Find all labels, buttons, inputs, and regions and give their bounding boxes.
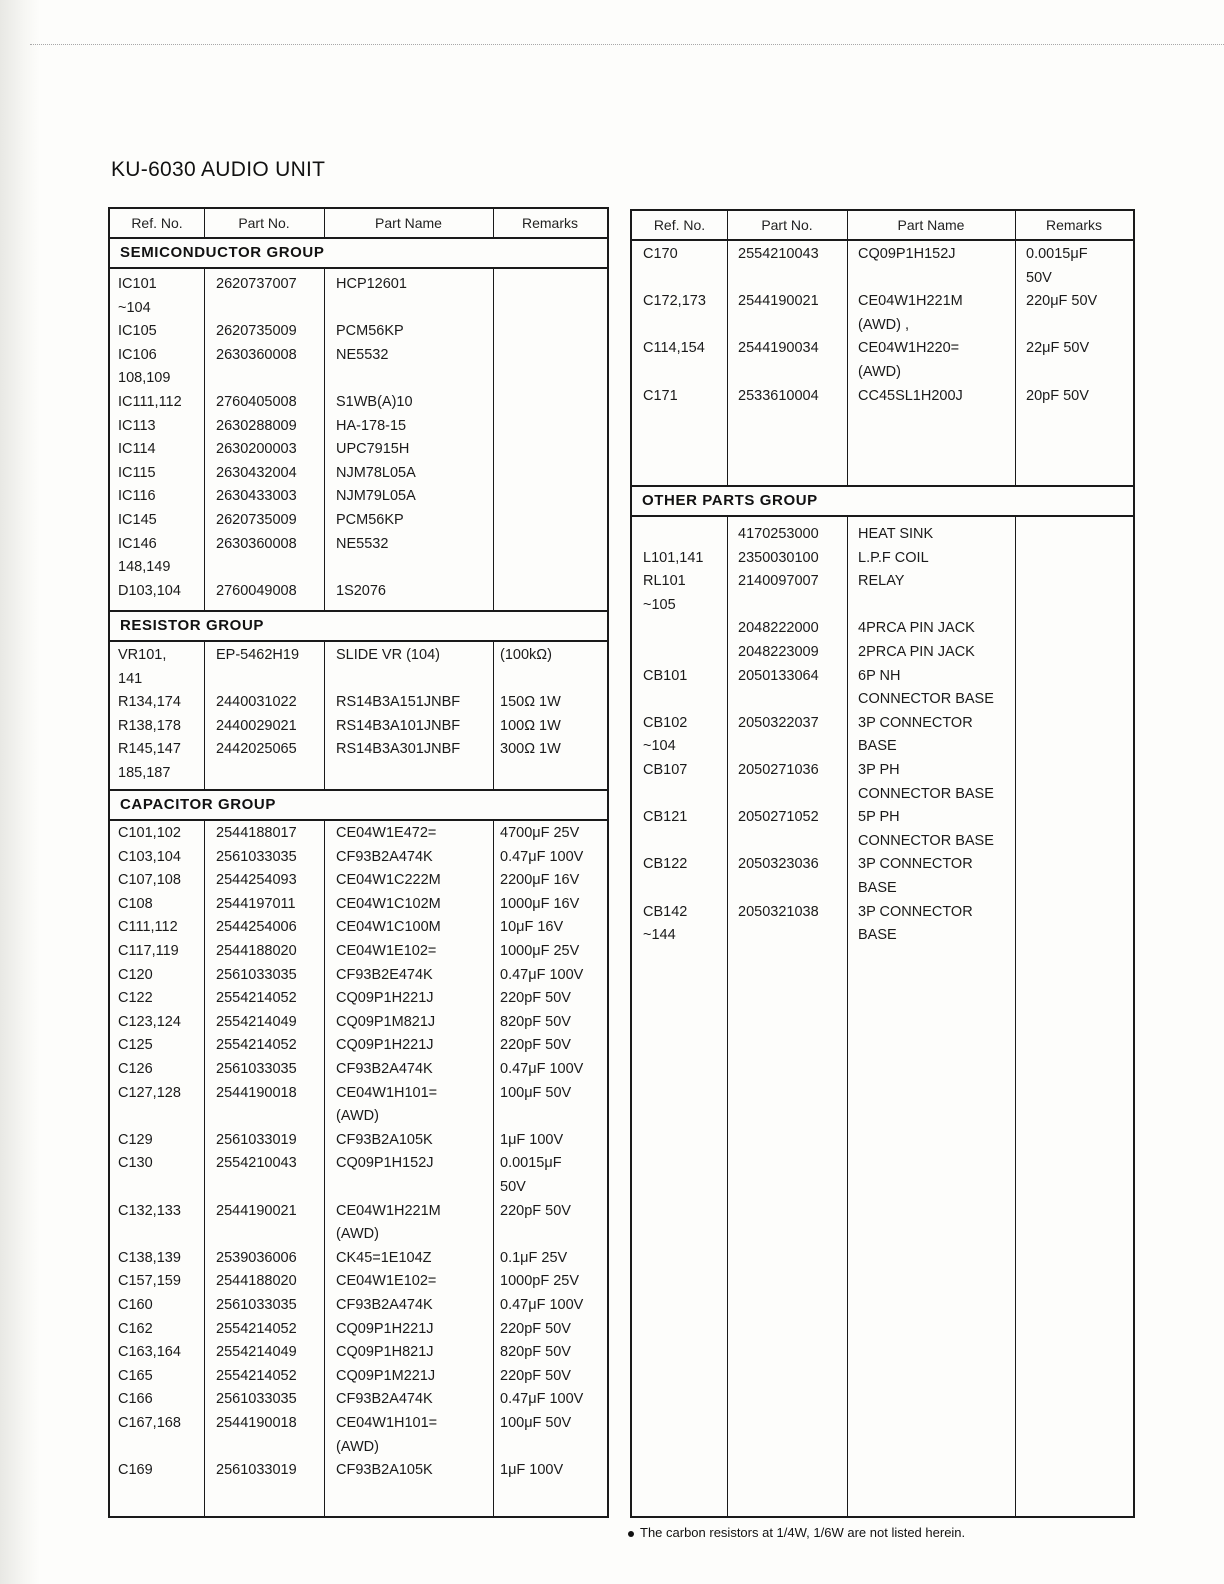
cell-remarks: 50V xyxy=(1026,269,1052,286)
cell-partno: 2050323036 xyxy=(738,856,819,873)
column-header: Remarks xyxy=(521,215,578,231)
cell-partno: 2554210043 xyxy=(738,246,819,262)
cell-partno: EP-5462H19 xyxy=(216,647,300,663)
cell-ref: C126 xyxy=(118,1061,153,1077)
cell-partno: 2554214052 xyxy=(216,1037,297,1054)
cell-partno: 2760049008 xyxy=(216,582,297,599)
cell-partname: 1S2076 xyxy=(336,582,386,599)
cell-partno: 2544197011 xyxy=(216,895,296,912)
cell-remarks: 0.47μF 100V xyxy=(500,966,584,983)
group-label: OTHER PARTS GROUP xyxy=(642,492,818,509)
cell-ref: C103,104 xyxy=(118,848,181,865)
cell-partname: NE5532 xyxy=(336,535,389,552)
cell-remarks: 1μF 100V xyxy=(500,1131,564,1148)
section-rule xyxy=(632,515,1133,517)
cell-ref: C132,133 xyxy=(118,1202,181,1219)
parts-table-right xyxy=(630,209,1135,1518)
column-header: Remarks xyxy=(1045,217,1102,233)
cell-remarks: 0.47μF 100V xyxy=(500,1391,584,1408)
cell-partname: HEAT SINK xyxy=(858,526,934,542)
cell-ref: C170 xyxy=(643,246,678,262)
cell-ref: CB107 xyxy=(643,762,688,778)
cell-partno: 2554214052 xyxy=(216,990,297,1007)
cell-partname: CE04W1E472= xyxy=(336,825,437,841)
cell-partname: CE04W1H101= xyxy=(336,1084,438,1101)
cell-partname: (AWD) xyxy=(336,1226,379,1243)
cell-ref: C166 xyxy=(118,1391,153,1408)
cell-partno: 2440029021 xyxy=(216,717,297,734)
cell-remarks: 0.47μF 100V xyxy=(500,1061,584,1077)
cell-remarks: 10μF 16V xyxy=(500,919,564,936)
cell-partno: 2050133064 xyxy=(738,667,819,684)
cell-ref: ~105 xyxy=(643,596,676,613)
cell-ref: CB101 xyxy=(643,667,688,684)
cell-partname: CQ09P1M221J xyxy=(336,1367,436,1384)
column-divider xyxy=(847,211,848,1516)
cell-partname: 3P CONNECTOR xyxy=(858,903,973,920)
cell-partno: 2050321038 xyxy=(738,903,819,920)
cell-remarks: 20pF 50V xyxy=(1026,387,1089,404)
section-rule xyxy=(110,267,607,269)
cell-partno: 2561033035 xyxy=(216,848,297,865)
cell-remarks: 150Ω 1W xyxy=(500,694,561,711)
cell-partno: 2544188020 xyxy=(216,1273,297,1290)
column-divider xyxy=(204,209,205,1516)
cell-remarks: 220pF 50V xyxy=(500,990,571,1007)
cell-ref: C117,119 xyxy=(118,943,179,959)
bullet-icon xyxy=(628,1531,634,1537)
cell-ref: 108,109 xyxy=(118,370,171,387)
cell-ref: R138,178 xyxy=(118,717,181,734)
cell-partno: 2630200003 xyxy=(216,441,297,458)
cell-partname: CQ09P1H152J xyxy=(858,246,956,262)
cell-partname: NJM79L05A xyxy=(336,488,416,505)
cell-ref: IC101 xyxy=(118,276,157,292)
cell-remarks: 220pF 50V xyxy=(500,1202,571,1219)
cell-partname: 3P CONNECTOR xyxy=(858,856,973,873)
cell-partname: HCP12601 xyxy=(336,276,407,292)
cell-partname: CE04W1H221M xyxy=(336,1202,441,1219)
cell-partno: 2544188020 xyxy=(216,943,297,959)
cell-partname: BASE xyxy=(858,738,897,755)
cell-partname: CE04W1E102= xyxy=(336,943,437,959)
cell-remarks: 100μF 50V xyxy=(500,1415,572,1431)
cell-ref: CB102 xyxy=(643,714,688,731)
cell-partno: 2620735009 xyxy=(216,512,297,528)
cell-remarks: 22μF 50V xyxy=(1026,340,1090,357)
cell-partno: 2544190021 xyxy=(738,293,819,310)
cell-partname: CF93B2A105K xyxy=(336,1131,433,1148)
cell-partname: CE04W1C102M xyxy=(336,895,441,912)
cell-partname: CF93B2A474K xyxy=(336,1297,433,1313)
top-dotted-rule xyxy=(30,44,1224,45)
cell-partname: L.P.F COIL xyxy=(858,549,929,566)
footnote xyxy=(628,1525,965,1540)
cell-partname: CQ09P1H152J xyxy=(336,1155,434,1172)
cell-ref: CB121 xyxy=(643,809,688,826)
cell-partname: CQ09P1H221J xyxy=(336,990,434,1007)
cell-remarks: 1000μF 25V xyxy=(500,943,580,959)
cell-partno: 2140097007 xyxy=(738,573,819,590)
cell-partno: 2760405008 xyxy=(216,394,297,410)
cell-partname: CE04W1H101= xyxy=(336,1415,438,1431)
column-header: Ref. No. xyxy=(653,217,706,233)
cell-partname: CQ09P1H821J xyxy=(336,1344,434,1361)
cell-partname: 2PRCA PIN JACK xyxy=(858,644,975,660)
cell-remarks: 4700μF 25V xyxy=(500,825,580,841)
cell-ref: IC145 xyxy=(118,512,157,528)
cell-ref: D103,104 xyxy=(118,582,181,599)
cell-ref: C101,102 xyxy=(118,825,181,841)
cell-ref: C162 xyxy=(118,1320,153,1337)
cell-remarks: 1000μF 16V xyxy=(500,895,580,912)
cell-partno: 2544190034 xyxy=(738,340,819,357)
cell-remarks: 0.47μF 100V xyxy=(500,1297,584,1313)
cell-ref: IC115 xyxy=(118,464,156,481)
cell-partno: 4170253000 xyxy=(738,526,819,542)
cell-ref: C165 xyxy=(118,1367,153,1384)
cell-partname: CE04W1C222M xyxy=(336,872,441,889)
cell-partno: 2630433003 xyxy=(216,488,297,505)
cell-partname: (AWD) xyxy=(336,1108,379,1125)
column-header: Part No. xyxy=(238,215,290,231)
cell-partname: (AWD) , xyxy=(858,316,910,333)
cell-partno: 2442025065 xyxy=(216,741,297,758)
cell-partname: 3P PH xyxy=(858,762,900,778)
cell-ref: CB142 xyxy=(643,903,688,920)
cell-partname: CE04W1E102= xyxy=(336,1273,437,1290)
cell-partno: 2539036006 xyxy=(216,1249,297,1266)
cell-ref: C157,159 xyxy=(118,1273,181,1290)
cell-ref: C125 xyxy=(118,1037,153,1054)
cell-partno: 2630432004 xyxy=(216,464,297,481)
column-divider xyxy=(727,211,728,1516)
cell-partname: BASE xyxy=(858,880,897,896)
column-header: Part No. xyxy=(761,217,813,233)
cell-partname: CONNECTOR BASE xyxy=(858,785,994,802)
cell-partno: 2048222000 xyxy=(738,620,819,637)
cell-partno: 2533610004 xyxy=(738,387,819,404)
section-rule xyxy=(110,640,607,642)
cell-remarks: 2200μF 16V xyxy=(500,872,580,889)
cell-partname: CQ09P1M821J xyxy=(336,1013,436,1030)
cell-ref: C129 xyxy=(118,1131,153,1148)
cell-partno: 2544190018 xyxy=(216,1415,297,1431)
cell-partno: 2630288009 xyxy=(216,417,297,434)
cell-remarks: 220pF 50V xyxy=(500,1367,571,1384)
cell-ref: R145,147 xyxy=(118,741,181,758)
cell-partname: CF93B2A474K xyxy=(336,1391,433,1408)
cell-partno: 2048223009 xyxy=(738,644,819,660)
cell-partname: CQ09P1H221J xyxy=(336,1037,434,1054)
cell-partno: 2544190018 xyxy=(216,1084,297,1101)
cell-partname: CF93B2E474K xyxy=(336,966,433,983)
cell-partname: S1WB(A)10 xyxy=(336,394,413,410)
cell-remarks: 0.0015μF xyxy=(500,1155,562,1172)
cell-remarks: 0.0015μF xyxy=(1026,246,1088,262)
cell-partname: CONNECTOR BASE xyxy=(858,832,994,849)
footnote-text: The carbon resistors at 1/4W, 1/6W are not listed herein. xyxy=(640,1525,966,1540)
cell-ref: C107,108 xyxy=(118,872,181,889)
cell-partno: 2050271036 xyxy=(738,762,819,778)
cell-ref: ~144 xyxy=(643,927,676,944)
group-label: SEMICONDUCTOR GROUP xyxy=(120,244,325,261)
cell-ref: C114,154 xyxy=(643,340,705,357)
cell-ref: C111,112 xyxy=(118,919,178,936)
cell-partname: CC45SL1H200J xyxy=(858,387,963,404)
cell-ref: IC111,112 xyxy=(118,394,182,410)
cell-remarks: 50V xyxy=(500,1179,526,1195)
cell-partno: 2561033035 xyxy=(216,1061,297,1077)
cell-ref: 148,149 xyxy=(118,559,171,576)
cell-partname: PCM56KP xyxy=(336,512,404,528)
cell-ref: C122 xyxy=(118,990,153,1007)
cell-partno: 2630360008 xyxy=(216,346,297,363)
cell-ref: RL101 xyxy=(643,573,686,590)
cell-ref: C172,173 xyxy=(643,293,706,310)
cell-partno: 2561033035 xyxy=(216,1297,297,1313)
cell-partname: 5P PH xyxy=(858,809,900,826)
cell-partname: SLIDE VR (104) xyxy=(336,647,440,663)
cell-ref: C169 xyxy=(118,1462,153,1479)
cell-partno: 2561033019 xyxy=(216,1462,297,1479)
header-rule xyxy=(632,239,1133,241)
parts-table-left xyxy=(108,207,609,1518)
cell-partname: CK45=1E104Z xyxy=(336,1249,432,1266)
cell-ref: IC116 xyxy=(118,488,156,505)
column-divider xyxy=(493,209,494,1516)
column-header: Ref. No. xyxy=(131,215,183,231)
cell-partname: RS14B3A301JNBF xyxy=(336,741,461,758)
cell-remarks: 220pF 50V xyxy=(500,1320,571,1337)
cell-ref: C163,164 xyxy=(118,1344,181,1361)
cell-partno: 2050322037 xyxy=(738,714,819,731)
cell-ref: 141 xyxy=(118,670,143,687)
cell-remarks: 220pF 50V xyxy=(500,1037,571,1054)
cell-partno: 2050271052 xyxy=(738,809,819,826)
cell-partname: CQ09P1H221J xyxy=(336,1320,434,1337)
cell-partname: (AWD) xyxy=(336,1438,379,1455)
cell-partname: CE04W1H221M xyxy=(858,293,963,310)
cell-ref: C127,128 xyxy=(118,1084,181,1101)
cell-ref: ~104 xyxy=(643,738,676,755)
cell-partname: BASE xyxy=(858,927,897,944)
cell-partname: HA-178-15 xyxy=(336,417,407,434)
cell-partno: 2620735009 xyxy=(216,323,297,340)
cell-remarks: (100kΩ) xyxy=(500,647,552,663)
cell-partname: CF93B2A105K xyxy=(336,1462,433,1479)
cell-ref: L101,141 xyxy=(643,549,704,566)
cell-partname: CONNECTOR BASE xyxy=(858,691,994,708)
cell-remarks: 100Ω 1W xyxy=(500,717,561,734)
cell-remarks: 1μF 100V xyxy=(500,1462,564,1479)
cell-partno: 2620737007 xyxy=(216,276,297,292)
cell-remarks: 820pF 50V xyxy=(500,1344,571,1361)
cell-partname: 4PRCA PIN JACK xyxy=(858,620,975,637)
cell-partno: 2554214052 xyxy=(216,1320,297,1337)
page-title: KU-6030 AUDIO UNIT xyxy=(111,158,326,181)
cell-ref: VR101, xyxy=(118,647,167,663)
cell-partname: CE04W1C100M xyxy=(336,919,441,936)
cell-partname: CF93B2A474K xyxy=(336,848,433,865)
cell-partno: 2544190021 xyxy=(216,1202,297,1219)
cell-ref: R134,174 xyxy=(118,694,181,711)
cell-partno: 2544254093 xyxy=(216,872,297,889)
cell-partno: 2630360008 xyxy=(216,535,297,552)
cell-partno: 2544188017 xyxy=(216,825,297,841)
scan-edge-shading xyxy=(0,0,40,1584)
cell-partname: RELAY xyxy=(858,573,905,590)
group-label: RESISTOR GROUP xyxy=(120,617,264,634)
cell-partno: 2544254006 xyxy=(216,919,297,936)
cell-remarks: 100μF 50V xyxy=(500,1084,572,1101)
cell-partno: 2350030100 xyxy=(738,549,819,566)
cell-partno: 2561033019 xyxy=(216,1131,297,1148)
cell-ref: C123,124 xyxy=(118,1013,181,1030)
cell-partno: 2554210043 xyxy=(216,1155,297,1172)
cell-partno: 2554214049 xyxy=(216,1344,297,1361)
cell-remarks: 1000pF 25V xyxy=(500,1273,580,1290)
cell-remarks: 300Ω 1W xyxy=(500,741,561,758)
cell-partname: RS14B3A101JNBF xyxy=(336,717,461,734)
column-header: Part Name xyxy=(897,217,965,233)
cell-partname: NE5532 xyxy=(336,346,389,363)
cell-ref: C108 xyxy=(118,895,153,912)
cell-ref: IC113 xyxy=(118,417,156,434)
cell-ref: IC114 xyxy=(118,441,156,458)
column-header: Part Name xyxy=(375,215,442,231)
cell-ref: IC146 xyxy=(118,535,157,552)
cell-remarks: 820pF 50V xyxy=(500,1013,571,1030)
cell-partno: 2561033035 xyxy=(216,966,297,983)
cell-ref: C120 xyxy=(118,966,153,983)
cell-ref: ~104 xyxy=(118,299,151,316)
cell-partname: CE04W1H220= xyxy=(858,340,960,357)
cell-ref: C130 xyxy=(118,1155,153,1172)
cell-partname: NJM78L05A xyxy=(336,464,416,481)
column-divider xyxy=(324,209,325,1516)
cell-partname: 3P CONNECTOR xyxy=(858,714,973,731)
column-divider xyxy=(1015,211,1016,1516)
cell-partname: PCM56KP xyxy=(336,323,404,340)
cell-partname: UPC7915H xyxy=(336,441,410,458)
cell-remarks: 0.47μF 100V xyxy=(500,848,584,865)
cell-ref: 185,187 xyxy=(118,765,171,781)
cell-remarks: 0.1μF 25V xyxy=(500,1249,568,1266)
cell-ref: IC106 xyxy=(118,346,157,363)
section-rule xyxy=(110,819,607,821)
cell-partno: 2554214052 xyxy=(216,1367,297,1384)
group-label: CAPACITOR GROUP xyxy=(120,796,276,813)
cell-partname: 6P NH xyxy=(858,667,901,684)
cell-ref: C138,139 xyxy=(118,1249,181,1266)
cell-partno: 2440031022 xyxy=(216,694,297,711)
cell-ref: C160 xyxy=(118,1297,153,1313)
cell-remarks: 220μF 50V xyxy=(1026,293,1098,310)
cell-ref: C167,168 xyxy=(118,1415,181,1431)
cell-ref: CB122 xyxy=(643,856,688,873)
cell-partname: (AWD) xyxy=(858,364,901,380)
cell-partname: RS14B3A151JNBF xyxy=(336,694,461,711)
cell-partno: 2561033035 xyxy=(216,1391,297,1408)
cell-partname: CF93B2A474K xyxy=(336,1061,433,1077)
cell-ref: C171 xyxy=(643,387,678,404)
cell-partno: 2554214049 xyxy=(216,1013,297,1030)
cell-ref: IC105 xyxy=(118,323,157,340)
